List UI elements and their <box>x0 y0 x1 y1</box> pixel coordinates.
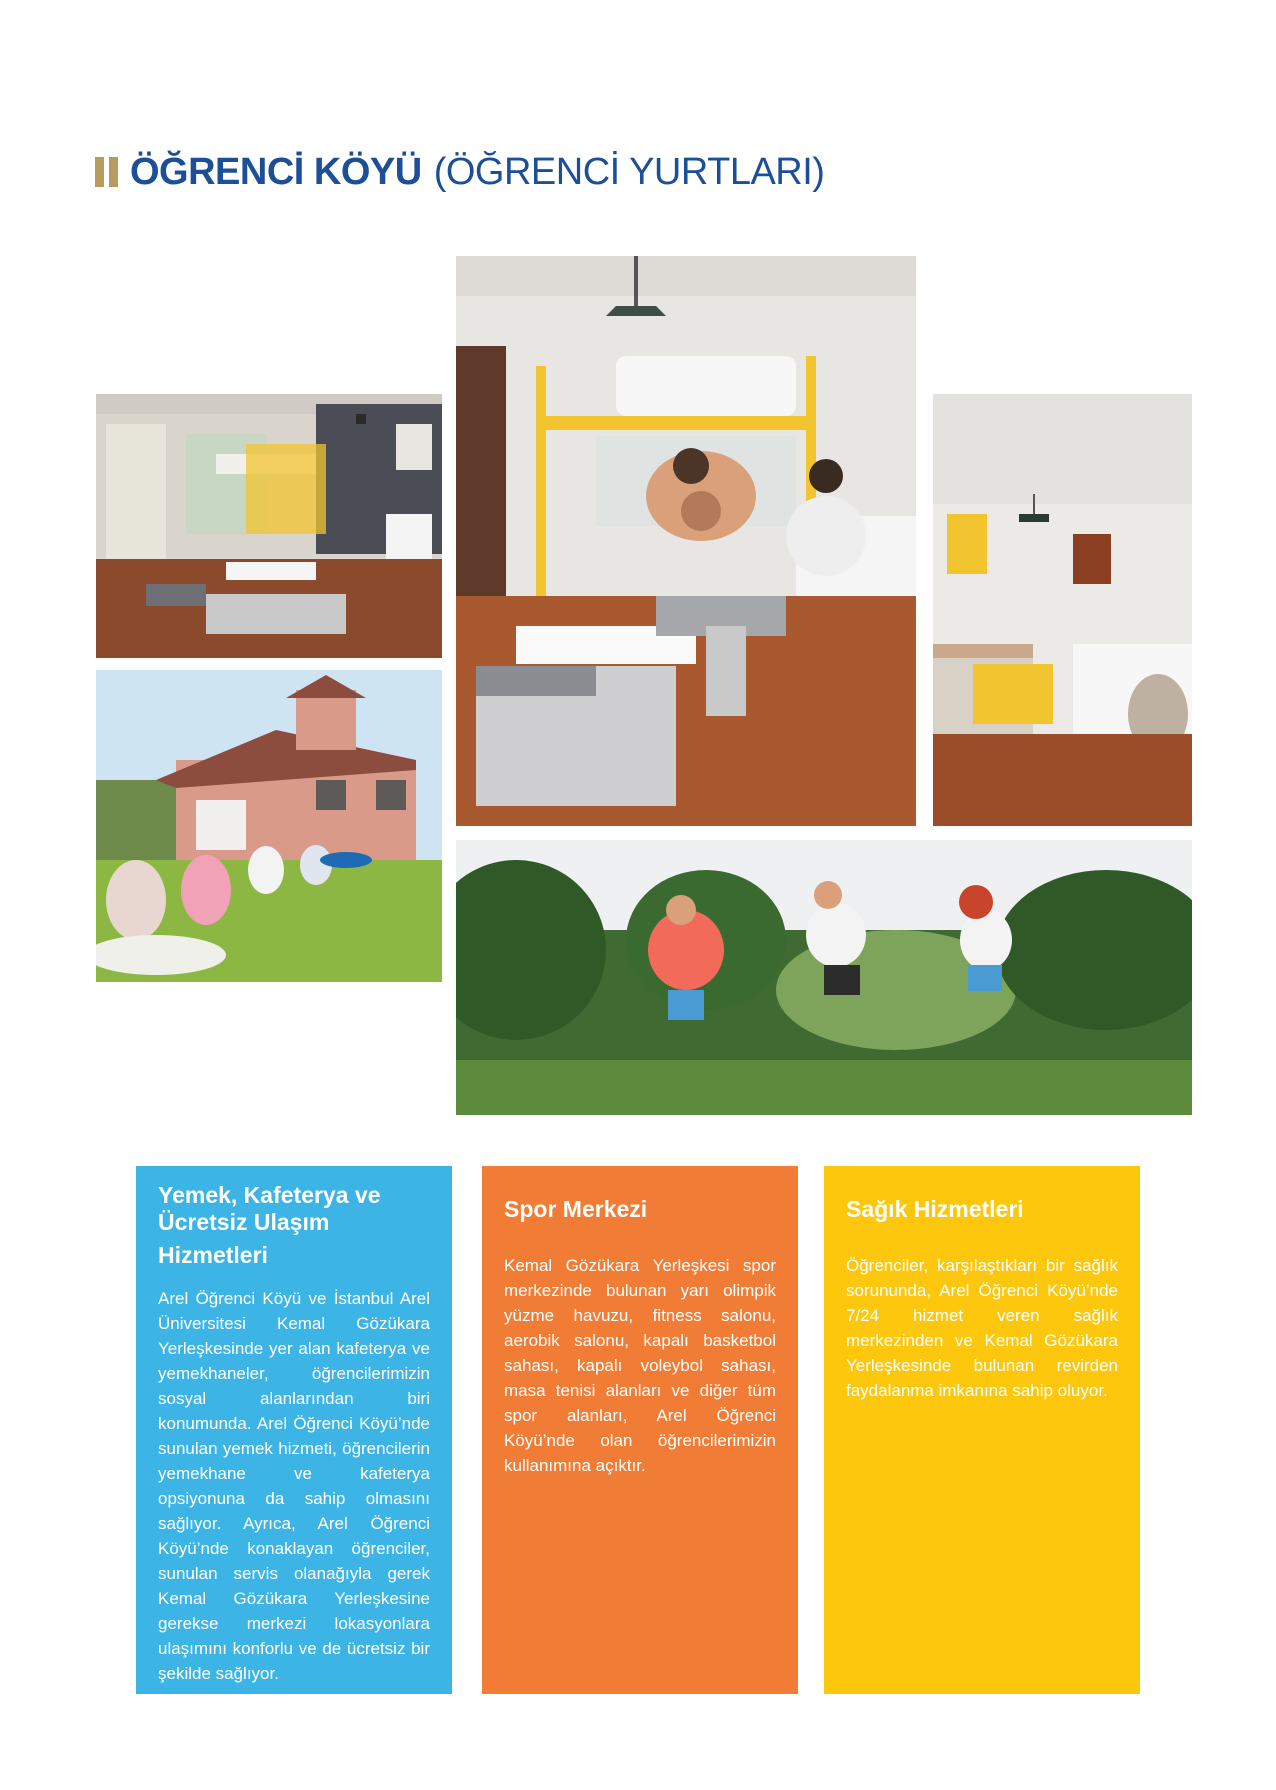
title-line: Hizmetleri <box>158 1242 268 1268</box>
info-box-title: Sağık Hizmetleri <box>846 1196 1024 1222</box>
dorm-room-photo <box>96 394 442 658</box>
students-jumping-photo <box>456 840 1192 1115</box>
title-accent-bar <box>95 157 104 187</box>
info-box-title: Spor Merkezi <box>504 1196 648 1222</box>
title-line: Yemek, Kafeterya ve <box>158 1182 381 1208</box>
info-box-title <box>158 1182 430 1270</box>
title-subtitle: (ÖĞRENCİ YURTLARI) <box>433 150 825 193</box>
title-line: Ücretsiz Ulaşım <box>158 1209 330 1235</box>
info-box-sports-center <box>482 1166 798 1694</box>
info-box-body: Öğrenciler, karşılaştıkları bir sağlık sorununda, Arel Öğrenci Köyü’nde 7/24 hizmet veren sağlık merkezinden ve Kemal Gözükara Yerleşkesinde bulunan revirden faydalanma imkanına sahip oluyor. <box>846 1256 1118 1400</box>
dorm-room-corner-photo <box>933 394 1192 826</box>
info-box-body: Arel Öğrenci Köyü ve İstanbul Arel Üniversitesi Kemal Gözükara Yerleşkesinde yer alan kafeterya ve yemekhaneler, öğrencilerimizin sosyal alanlarından biri konumunda. Arel Öğrenci Köyü’nde sunulan yemek hizmeti, öğrencilerin yemekhane ve kafeterya opsiyonuna da sahip olmasını sağlıyor. Ayrıca, Arel Öğrenci Köyü’nde konaklayan öğrenciler, sunulan servis olanağıyla gerek Kemal Gözükara Yerleşkesine gerekse merkezi lokasyonlara ulaşımını konforlu ve de ücretsiz bir şekilde sağlıyor. <box>158 1289 430 1683</box>
students-on-lawn-photo <box>96 670 442 982</box>
title-bold: ÖĞRENCİ KÖYÜ <box>130 150 422 193</box>
info-box-health-services <box>824 1166 1140 1694</box>
title-accent-bar <box>109 157 118 187</box>
students-studying-photo <box>456 256 916 826</box>
page-title <box>95 150 824 194</box>
info-box-food-transport <box>136 1166 452 1694</box>
info-box-body: Kemal Gözükara Yerleşkesi spor merkezinde bulunan yarı olimpik yüzme havuzu, fitness salonu, aerobik salonu, kapalı basketbol sahası, kapalı voleybol sahası, masa tenisi alanları ve diğer tüm spor alanları, Arel Öğrenci Köyü’nde olan öğrencilerimizin kullanımına açıktır. <box>504 1256 776 1475</box>
